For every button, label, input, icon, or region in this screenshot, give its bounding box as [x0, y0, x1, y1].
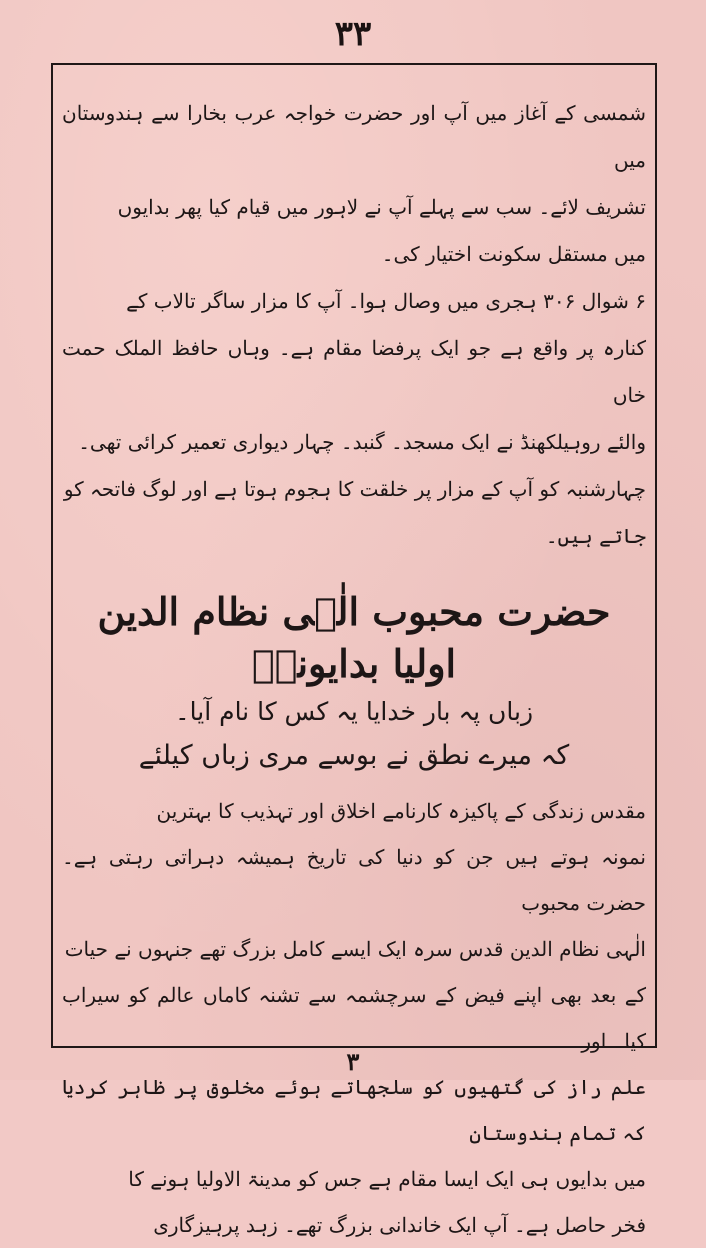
paragraph-3-line: کے بعد بھی اپنے فیض کے سرچشمہ سے تشنہ کاماں عالم کو سیراب کیا۔ اور	[62, 983, 646, 1053]
paragraph-1-line: شمسی کے آغاز میں آپ اور حضرت خواجہ عرب بخارا سے ہندوستان میں	[62, 101, 646, 172]
paragraph-3-line: مقدس زندگی کے پاکیزہ کارنامے اخلاق اور تہذیب کا بہترین	[156, 799, 646, 823]
section-heading: حضرت محبوب الٰہی نظام الدین اولیا بدایونیؒ	[97, 589, 611, 686]
paragraph-2-line: والئے روہیلکھنڈ نے ایک مسجد۔ گنبد۔ چہار دیواری تعمیر کرائی تھی۔	[78, 430, 646, 454]
paragraph-2-line: چہارشنبہ کو آپ کے مزار پر خلقت کا ہجوم ہوتا ہے اور لوگ فاتحہ کو	[63, 477, 646, 501]
paragraph-3-line: نمونہ ہوتے ہیں جن کو دنیا کی تاریخ ہمیشہ دہراتی رہتی ہے۔ حضرت محبوب	[62, 845, 646, 915]
paragraph-3-line: میں بدایوں ہی ایک ایسا مقام ہے جس کو مدینۃ الاولیا ہونے کا	[128, 1167, 646, 1191]
paragraph-3	[62, 788, 646, 1248]
paragraph-2-line: کنارہ پر واقع ہے جو ایک پرفضا مقام ہے۔ وہاں حافظ الملک حمت خاں	[62, 336, 646, 407]
paragraph-2-line: جاتے ہیں۔	[545, 524, 646, 548]
paragraph-1-line: تشریف لائے۔ سب سے پہلے آپ نے لاہور میں قیام کیا پھر بدایوں	[117, 195, 646, 219]
verse-line-2: کہ میرے نطق نے بوسے مری زباں کیلئے	[138, 740, 570, 771]
page-number-top: ۳۳	[334, 14, 372, 54]
paragraph-3-line: الٰہی نظام الدین قدس سرہ ایک ایسے کامل بزرگ تھے جنہوں نے حیات	[64, 937, 646, 961]
paragraph-1-line: میں مستقل سکونت اختیار کی۔	[381, 242, 646, 266]
paragraph-2	[62, 278, 646, 560]
page-number-bottom: ۳	[346, 1047, 360, 1076]
paragraph-2-line: ۶ شوال ۳۰۶ ہجری میں وصال ہوا۔ آپ کا مزار ساگر تالاب کے	[126, 289, 646, 313]
paragraph-1	[62, 90, 646, 278]
paragraph-3-line: علم راز کی گتھیوں کو سلجھاتے ہوئے مخلوق پر ظاہر کردیا کہ تمام ہندوستان	[62, 1075, 646, 1145]
verse-line-1: زباں پہ بار خدایا یہ کس کا نام آیا۔	[174, 697, 534, 726]
paragraph-3-line: فخر حاصل ہے۔ آپ ایک خاندانی بزرگ تھے۔ زہد پرہیزگاری	[153, 1213, 646, 1237]
